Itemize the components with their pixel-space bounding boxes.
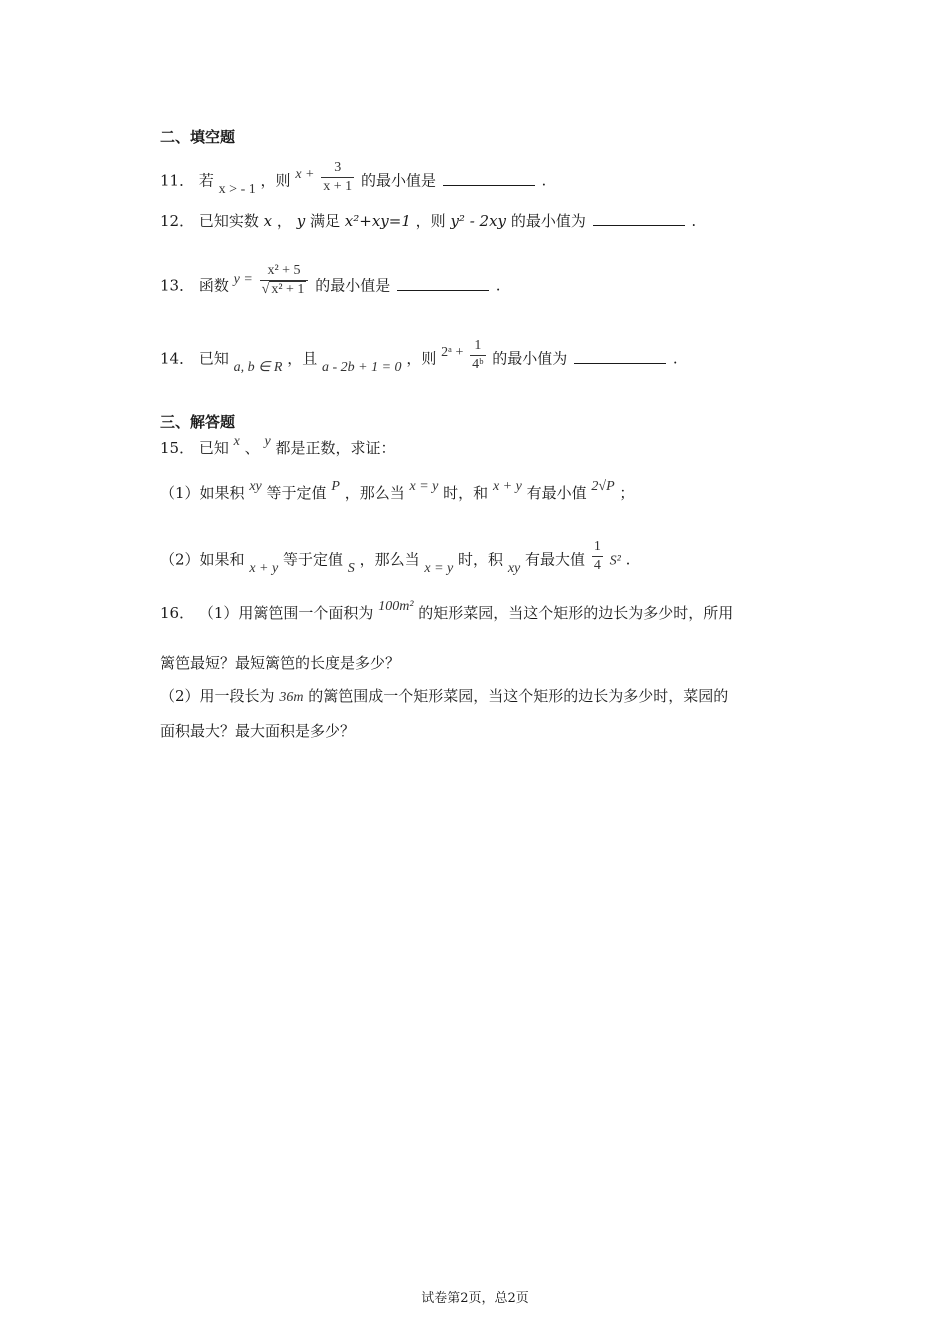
comma: ， [276, 212, 292, 230]
question-end: . [691, 212, 697, 230]
question-text: 的最小值是 [315, 276, 391, 295]
question-16-part-1 [160, 599, 734, 626]
fraction-denominator: 4ᵇ [472, 357, 484, 372]
fraction-denominator: √ x² + 1 [261, 282, 305, 297]
question-number: 12． [160, 212, 195, 230]
question-text: 等于定值 [282, 550, 343, 569]
math-area: 100m² [378, 599, 414, 614]
question-text: ，则 [406, 349, 437, 368]
math-sum: x + y [249, 560, 279, 576]
fraction-denominator: x + 1 [323, 179, 353, 194]
question-text: ，且 [287, 349, 318, 368]
math-sum: x + y [492, 479, 522, 494]
question-15-part-2 [160, 539, 631, 579]
question-text: 时，和 [443, 484, 489, 502]
separator: 、 [244, 439, 260, 457]
question-end: . [625, 550, 631, 569]
question-text: 已知实数 [198, 212, 259, 230]
question-text: 已知 [198, 349, 229, 368]
question-text: （1）如果积 [160, 484, 245, 502]
answer-blank[interactable] [397, 276, 489, 291]
question-text: 已知 [198, 439, 229, 457]
question-text: 函数 [198, 276, 229, 295]
question-text: ，那么当 [344, 484, 405, 502]
math-expression: 2ᵃ + [441, 344, 464, 360]
question-11 [160, 160, 547, 200]
question-text: （2）用一段长为 [160, 687, 275, 705]
var-y: y [264, 434, 271, 449]
var-x: x [233, 434, 240, 449]
question-text: ，则 [260, 171, 291, 190]
question-text: ，则 [415, 212, 446, 230]
fraction-numerator: x² + 5 [260, 262, 309, 281]
question-16-part-2-cont: 面积最大？最大面积是多少？ [160, 722, 356, 740]
math-xy: xy [507, 560, 521, 576]
question-text: 若 [198, 171, 214, 190]
answer-blank[interactable] [593, 211, 685, 226]
math-xy: xy [249, 479, 262, 494]
math-condition: a - 2b + 1 = 0 [322, 359, 402, 375]
question-12 [160, 210, 696, 232]
question-text: 时，积 [458, 550, 504, 569]
answer-blank[interactable] [443, 171, 535, 186]
question-15-part-1 [160, 479, 635, 506]
question-end: . [495, 276, 501, 295]
math-set: a, b ∈ R [233, 359, 283, 375]
question-text: ，那么当 [359, 550, 420, 569]
math-fraction [321, 159, 354, 196]
math-expression: x + [295, 166, 315, 182]
question-text: 满足 [309, 212, 340, 230]
question-13 [160, 263, 501, 305]
var-y: y [296, 212, 306, 230]
math-fraction [592, 538, 603, 575]
math-S-squared: S² [609, 553, 621, 569]
question-text: 都是正数，求证： [275, 439, 396, 457]
sqrt-radicand: x² + 1 [271, 282, 305, 297]
question-number: 14． [160, 349, 195, 368]
question-end: . [541, 171, 547, 190]
math-min-value: 2√P [591, 479, 615, 494]
question-16-part-2 [160, 685, 728, 709]
question-end: ； [619, 484, 635, 502]
math-fraction [470, 337, 485, 374]
question-text: 等于定值 [266, 484, 327, 502]
var-x: x [263, 212, 273, 230]
page-footer: 试卷第2页，总2页 [421, 1291, 529, 1306]
math-condition: x > - 1 [218, 181, 256, 197]
math-length: 36m [279, 690, 304, 705]
question-text: （1）用篱笆围一个面积为 [198, 604, 374, 622]
answer-blank[interactable] [574, 349, 666, 364]
math-equality: x = y [424, 560, 454, 576]
fraction-denominator: 4 [593, 558, 601, 573]
question-text: 的最小值为 [492, 349, 568, 368]
question-16-part-1-cont: 篱笆最短？最短篱笆的长度是多少？ [160, 654, 401, 672]
question-end: . [672, 349, 678, 368]
fraction-numerator: 3 [321, 159, 354, 178]
question-number: 13． [160, 276, 195, 295]
math-P: P [331, 479, 340, 494]
question-number: 11． [160, 171, 195, 190]
section-heading-answer: 三、解答题 [160, 413, 236, 431]
math-fraction [260, 262, 309, 299]
question-text: 的矩形菜园，当这个矩形的边长为多少时，所用 [418, 604, 734, 622]
question-14 [160, 338, 678, 378]
question-text: 的篱笆围成一个矩形菜园，当这个矩形的边长为多少时，菜园的 [308, 687, 729, 705]
question-text: 的最小值为 [510, 212, 586, 230]
question-number: 15． [160, 439, 195, 457]
math-equality: x = y [409, 479, 439, 494]
question-number: 16． [160, 604, 195, 622]
math-condition: x²+xy=1 [344, 212, 411, 230]
question-text: 有最小值 [526, 484, 587, 502]
fraction-numerator: 1 [470, 337, 485, 356]
fraction-numerator: 1 [592, 538, 603, 557]
question-15 [160, 434, 396, 461]
math-S: S [347, 560, 355, 576]
section-heading-fill-blank: 二、填空题 [160, 128, 236, 146]
question-text: （2）如果和 [160, 550, 245, 569]
question-text: 的最小值是 [360, 171, 436, 190]
question-text: 有最大值 [525, 550, 586, 569]
math-lhs: y = [233, 271, 253, 287]
math-expression: y² - 2xy [450, 212, 507, 230]
